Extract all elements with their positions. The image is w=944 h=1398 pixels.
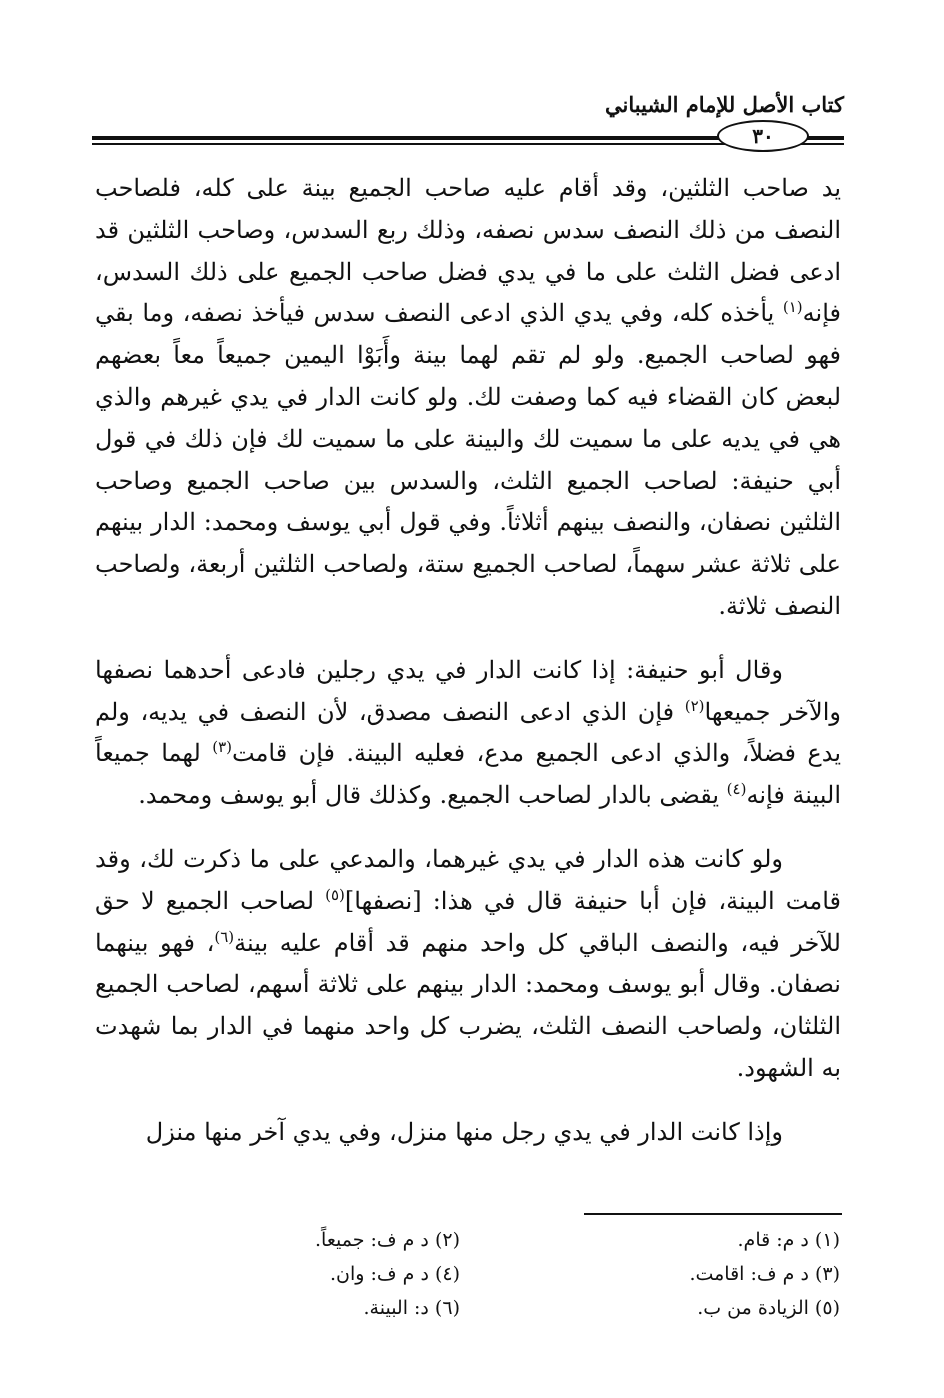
- page-header: [92, 92, 844, 152]
- paragraph-1-text-a: يد صاحب الثلثين، وقد أقام عليه صاحب الجميع بينة على كله، فلصاحب النصف من ذلك النصف سدس نصفه، وذلك ربع السدس، وصاحب الثلثين قد ادعى فضل الثلث على ما في يدي فضل صاحب الجميع على ذلك السدس، فإنه: [95, 174, 842, 328]
- paragraph-4: [95, 1112, 841, 1154]
- footnote-ref-2: (٢): [684, 696, 705, 715]
- paragraph-3-text-a: ولو كانت هذه الدار في يدي غيرهما، والمدعي على ما ذكرت لك، وقد قامت البينة، فإن أبا حنيفة قال في هذا: [نصفها]: [95, 844, 841, 915]
- paragraph-1-text-b: يأخذه كله، وفي يدي الذي ادعى النصف سدس فيأخذ نصفه، وما بقي فهو لصاحب الجميع. ولو لم تقم لهما بينة وأَبَوْا اليمين جميعاً معاً بعضهم لبعض كان القضاء فيه كما وصفت لك. ولو كانت الدار في يدي غيرهم والذي هي في يديه على ما سميت لك والبينة على ما سميت لك فإن ذلك في قول أبي حنيفة: لصاحب الجميع الثلث، والسدس بين صاحب الجميع وصاحب الثلثين نصفان، والنصف بينهم أثلاثاً. وفي قول أبي يوسف ومحمد: الدار بينهم على ثلاثة عشر سهماً، لصاحب الجميع ستة، ولصاحب الثلثين أربعة، ولصاحب النصف ثلاثة.: [95, 299, 841, 620]
- page-number: ٣٠: [717, 120, 809, 152]
- paragraph-3: [95, 839, 841, 1090]
- paragraph-2-text-a: وقال أبو حنيفة: إذا كانت الدار في يدي رجلين فادعى أحدهما نصفها والآخر جميعها: [95, 655, 841, 726]
- footnote-separator: [584, 1213, 842, 1215]
- paragraph-1: [95, 168, 841, 628]
- paragraph-3-text-b: لصاحب الجميع لا حق للآخر فيه، والنصف الباقي كل واحد منهم قد أقام عليه بينة: [95, 886, 841, 957]
- paragraph-3-text-c: ، فهو بينهما نصفان. وقال أبو يوسف ومحمد: الدار بينهم على ثلاثة أسهم، لصاحب الجميع الثلثان، ولصاحب النصف الثلث، يضرب كل واحد منهما في الدار بما شهدت به الشهود.: [95, 928, 841, 1082]
- main-text: [95, 168, 841, 1176]
- footnotes: [180, 1226, 840, 1322]
- footnote-2: (٢) د م ف: جميعاً.: [315, 1229, 460, 1251]
- footnote-ref-6: (٦): [214, 927, 235, 946]
- footnote-4: (٤) د م ف: وان.: [330, 1263, 460, 1285]
- paragraph-4-text: وإذا كانت الدار في يدي رجل منها منزل، وفي يدي آخر منها منزل: [145, 1117, 783, 1146]
- paragraph-2-text-b: فإن الذي ادعى النصف مصدق، لأن النصف في يديه، ولم يدع فضلاً، والذي ادعى الجميع مدع، فعليه البينة. فإن قامت: [95, 697, 841, 768]
- paragraph-2-text-c: لهما جميعاً البينة فإنه: [95, 739, 841, 810]
- footnote-ref-1: (١): [782, 298, 803, 317]
- book-title: كتاب الأصل للإمام الشيباني: [605, 92, 844, 117]
- footnote-3: (٣) د م ف: اقامت.: [689, 1263, 840, 1285]
- footnote-1: (١) د م: قام.: [737, 1229, 840, 1251]
- footnote-ref-4: (٤): [726, 780, 747, 799]
- paragraph-2: [95, 650, 841, 817]
- footnote-ref-5: (٥): [325, 885, 345, 904]
- paragraph-2-text-d: يقضى بالدار لصاحب الجميع. وكذلك قال أبو يوسف ومحمد.: [138, 781, 727, 810]
- footnote-5: (٥) الزيادة من ب.: [697, 1297, 840, 1319]
- footnote-6: (٦) د: البينة.: [363, 1297, 460, 1319]
- footnote-ref-3: (٣): [212, 738, 232, 757]
